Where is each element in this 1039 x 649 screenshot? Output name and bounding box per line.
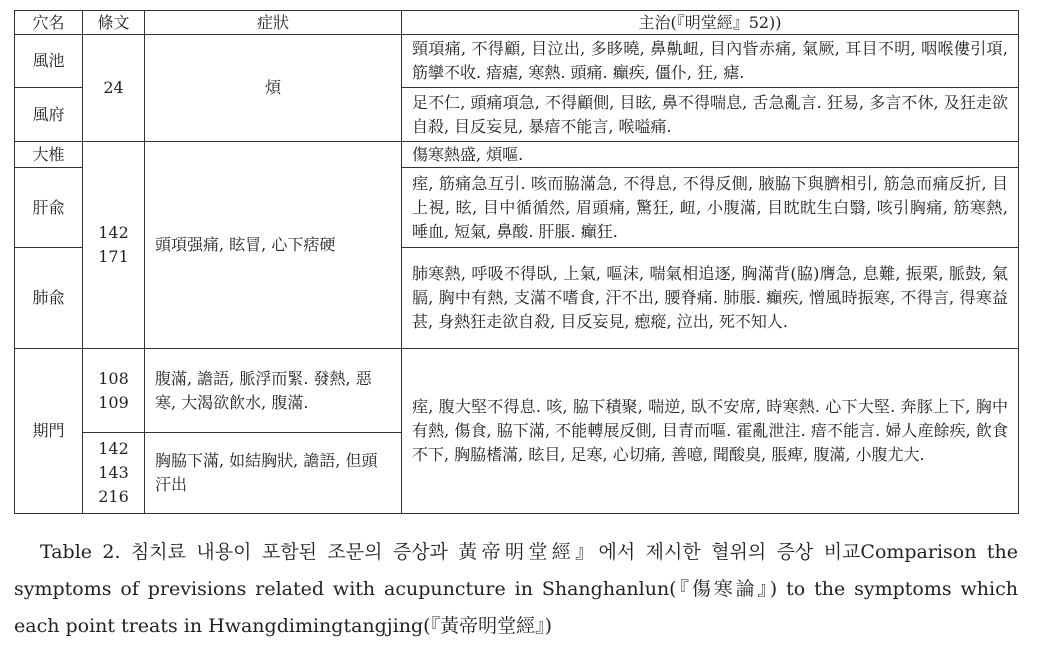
- article-number: 109: [98, 392, 129, 412]
- article-cell: [83, 142, 145, 349]
- article-cell: [83, 349, 145, 433]
- header-point: 穴名: [15, 11, 83, 35]
- header-symptoms: 症狀: [145, 11, 402, 35]
- table-caption: Table 2. 침치료 내용이 포함된 조문의 증상과 黃帝明堂經』에서 제시한 혈위의 증상 비교Comparison the symptoms of previsions related with acupuncture in Shanghanlun(『傷寒論』) to the symptoms which each point treats in Hwangdimingtangjing(『黃帝明堂經』): [14, 541, 1018, 637]
- article-cell: 24: [83, 35, 145, 142]
- point-cell: 期門: [15, 349, 83, 514]
- header-article: 條文: [83, 11, 145, 35]
- header-indications: 主治(『明堂經』52)): [402, 11, 1019, 35]
- indications-cell: 痓, 腹大堅不得息. 咳, 脇下積聚, 喘逆, 臥不安席, 時寒熱. 心下大堅. 奔豚上下, 胸中有熱, 傷食, 脇下滿, 不能轉展反側, 目青而嘔. 霍亂泄注. 瘖不能言. 婦人産餘疾, 飮食不下, 胸脇榰滿, 眩目, 足寒, 心切痛, 善噫, 聞酸臭, 脹痺, 腹滿, 小腹尤大.: [402, 349, 1019, 514]
- table-row: [15, 35, 1019, 88]
- point-cell: 風池: [15, 35, 83, 88]
- article-number: 142: [98, 223, 129, 242]
- comparison-table: [14, 10, 1019, 514]
- article-cell: [83, 433, 145, 514]
- indications-cell: 肺寒熱, 呼吸不得臥, 上氣, 嘔沫, 喘氣相追逐, 胸滿背(脇)膺急, 息難, 振栗, 脈鼓, 氣膈, 胸中有熱, 支滿不嗜食, 汗不出, 腰脊痛. 肺脹. 癲疾, 憎風時振寒, 不得言, 得寒益甚, 身熱狂走欲自殺, 目反妄見, 瘛瘲, 泣出, 死不知人.: [402, 248, 1019, 349]
- point-cell: 肺兪: [15, 248, 83, 349]
- point-cell: 風府: [15, 88, 83, 142]
- symptoms-cell: 頭項强痛, 眩冒, 心下痞硬: [145, 142, 402, 349]
- article-number: 143: [98, 463, 129, 482]
- point-cell: 大椎: [15, 142, 83, 168]
- table-row: [15, 142, 1019, 168]
- table-row: [15, 349, 1019, 433]
- article-number: 142: [98, 439, 129, 458]
- point-cell: 肝兪: [15, 168, 83, 248]
- article-number: 216: [98, 487, 129, 506]
- article-number: 171: [98, 247, 129, 266]
- indications-cell: 頸項痛, 不得顧, 目泣出, 多眵曉, 鼻鼽衄, 目內眥赤痛, 氣厥, 耳目不明, 咽喉僂引項, 筋攣不收. 瘖瘧, 寒熱. 頭痛. 癲疾, 僵仆, 狂, 瘧.: [402, 35, 1019, 88]
- article-number: 108: [98, 368, 129, 388]
- symptoms-cell: 胸脇下滿, 如結胸狀, 譫語, 但頭汗出: [145, 433, 402, 514]
- symptoms-cell: 煩: [145, 35, 402, 142]
- indications-cell: 痓, 筋痛急互引. 咳而脇滿急, 不得息, 不得反側, 腋脇下與臍相引, 筋急而痛反折, 目上視, 眩, 目中循循然, 眉頭痛, 驚狂, 衄, 小腹滿, 目眈眈生白翳, 咳引胸痛, 筋寒熱, 唾血, 短氣, 鼻酸. 肝脹. 癲狂.: [402, 168, 1019, 248]
- symptoms-cell: 腹滿, 譫語, 脈浮而緊. 發熱, 惡寒, 大渴欲飮水, 腹滿.: [145, 349, 402, 433]
- indications-cell: 傷寒熱盛, 煩嘔.: [402, 142, 1019, 168]
- indications-cell: 足不仁, 頭痛項急, 不得顧側, 目眩, 鼻不得喘息, 舌急亂言. 狂易, 多言不休, 及狂走欲自殺, 目反妄見, 暴瘖不能言, 喉嗌痛.: [402, 88, 1019, 142]
- header-row: [15, 11, 1019, 35]
